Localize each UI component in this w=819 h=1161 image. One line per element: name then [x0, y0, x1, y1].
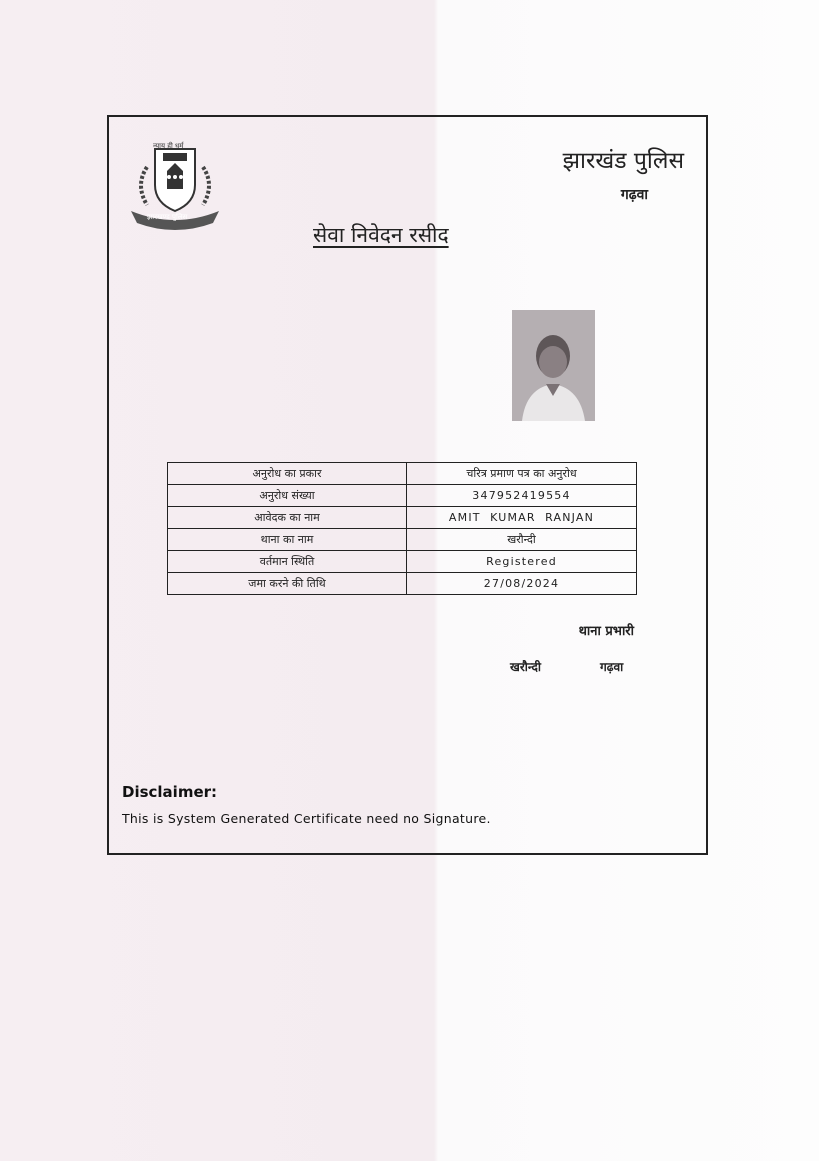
disclaimer-text: This is System Generated Certificate need no Signature.: [122, 811, 491, 826]
table-row: [168, 463, 637, 485]
request-details-table: [167, 462, 637, 595]
police-station-value: खरौन्दी: [407, 529, 637, 551]
applicant-photo: [512, 310, 595, 421]
table-row: [168, 485, 637, 507]
logo-motto: न्याय ही धर्म: [153, 142, 184, 150]
applicant-name-value: AMIT KUMAR RANJAN: [407, 507, 637, 529]
current-status-value: Registered: [407, 551, 637, 573]
org-title: झारखंड पुलिस: [562, 148, 684, 174]
request-number-label: अनुरोध संख्या: [168, 485, 407, 507]
request-number-value: 347952419554: [407, 485, 637, 507]
submission-date-value: 27/08/2024: [407, 573, 637, 595]
request-type-label: अनुरोध का प्रकार: [168, 463, 407, 485]
police-station-label: थाना का नाम: [168, 529, 407, 551]
document-title: सेवा निवेदन रसीद: [313, 223, 449, 247]
logo-ribbon-text: झारखण्ड पुलिस: [147, 213, 188, 221]
request-type-value: चरित्र प्रमाण पत्र का अनुरोध: [407, 463, 637, 485]
current-status-label: वर्तमान स्थिति: [168, 551, 407, 573]
applicant-photo-image: [512, 310, 595, 421]
table-row: [168, 573, 637, 595]
org-district: गढ़वा: [620, 187, 648, 203]
receipt-frame: [107, 115, 708, 855]
submission-date-label: जमा करने की तिथि: [168, 573, 407, 595]
signature-district: गढ़वा: [600, 660, 624, 674]
signature-station: खरौन्दी: [510, 660, 542, 674]
station-officer-title: थाना प्रभारी: [578, 624, 634, 639]
disclaimer-heading: Disclaimer:: [122, 783, 218, 801]
applicant-name-label: आवेदक का नाम: [168, 507, 407, 529]
table-row: [168, 507, 637, 529]
table-row: [168, 551, 637, 573]
table-row: [168, 529, 637, 551]
